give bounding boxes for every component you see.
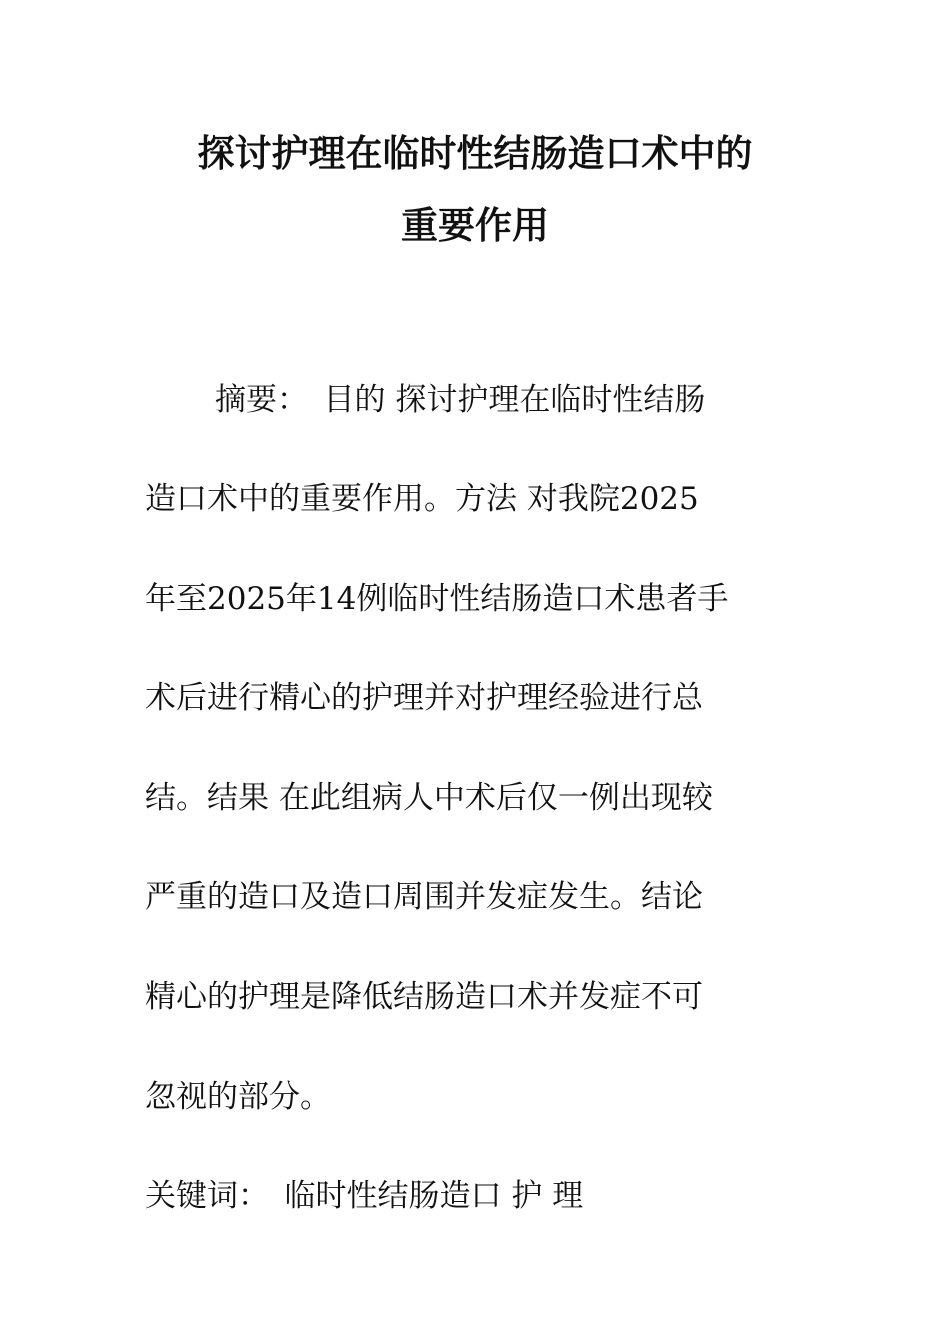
document-title-line-2: 重要作用 — [401, 204, 549, 247]
abstract-line-5: 结。结果 在此组病人中术后仅一例出现较 — [145, 780, 713, 816]
abstract-line-7: 精心的护理是降低结肠造口术并发症不可 — [145, 979, 703, 1015]
abstract-line-4: 术后进行精心的护理并对护理经验进行总 — [145, 680, 703, 716]
keywords-line: 关键词： 临时性结肠造口 护 理 — [145, 1178, 584, 1214]
document-title-line-1: 探讨护理在临时性结肠造口术中的 — [197, 132, 753, 175]
abstract-line-3: 年至2025年14例临时性结肠造口术患者手 — [145, 581, 729, 617]
abstract-line-6: 严重的造口及造口周围并发症发生。结论 — [145, 879, 703, 915]
abstract-line-1: 摘要： 目的 探讨护理在临时性结肠 — [215, 382, 706, 418]
abstract-line-2: 造口术中的重要作用。方法 对我院2025 — [145, 481, 699, 517]
abstract-line-8: 忽视的部分。 — [145, 1079, 331, 1115]
